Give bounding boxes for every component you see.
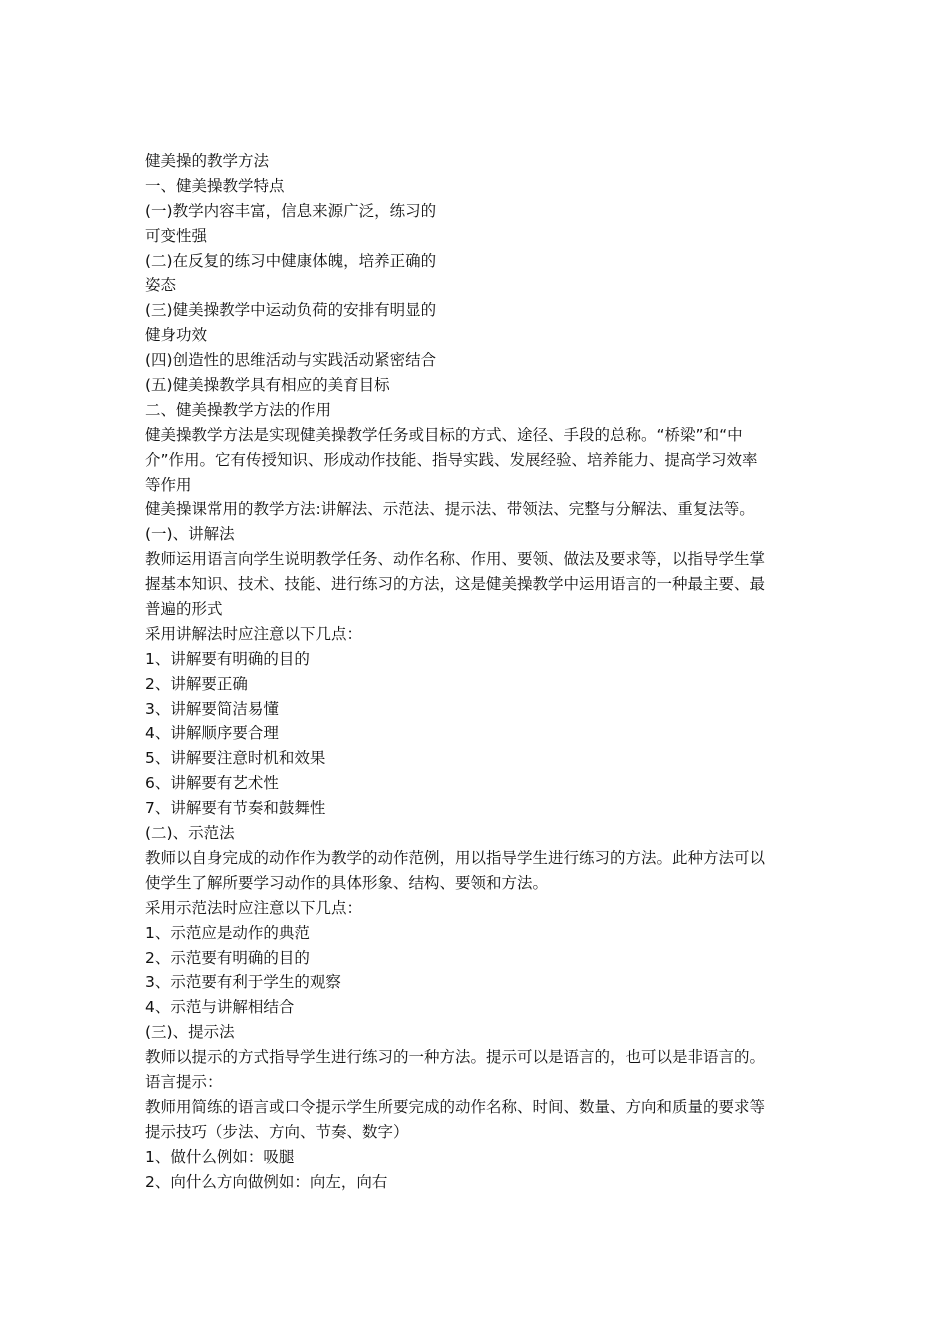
subsection-heading: (一)、讲解法 xyxy=(145,525,235,544)
list-item: 3、讲解要简洁易懂 xyxy=(145,699,279,718)
list-item: 6、讲解要有艺术性 xyxy=(145,774,279,793)
list-item: 2、向什么方向做例如：向左，向右 xyxy=(145,1172,388,1191)
text-line: (一)教学内容丰富，信息来源广泛，练习的 xyxy=(145,201,437,220)
section-heading: 二、健美操教学方法的作用 xyxy=(145,400,332,419)
text-line: 教师以提示的方式指导学生进行练习的一种方法。提示可以是语言的，也可以是非语言的。 xyxy=(145,1048,766,1067)
text-line: 等作用 xyxy=(145,475,192,494)
list-item: 1、示范应是动作的典范 xyxy=(145,923,310,942)
text-line: 提示技巧（步法、方向、节奏、数字） xyxy=(145,1122,409,1141)
list-item: 2、讲解要正确 xyxy=(145,674,248,693)
text-line: 教师以自身完成的动作作为教学的动作范例，用以指导学生进行练习的方法。此种方法可以 xyxy=(145,848,766,867)
text-line: 可变性强 xyxy=(145,226,208,245)
list-item: 4、讲解顺序要合理 xyxy=(145,724,279,743)
list-item: 4、示范与讲解相结合 xyxy=(145,998,295,1017)
text-line: 普遍的形式 xyxy=(145,600,223,619)
list-item: 7、讲解要有节奏和鼓舞性 xyxy=(145,799,326,818)
subsection-heading: (三)、提示法 xyxy=(145,1023,235,1042)
text-line: (二)在反复的练习中健康体魄，培养正确的 xyxy=(145,251,437,270)
text-line: 健身功效 xyxy=(145,326,208,345)
list-item: 3、示范要有利于学生的观察 xyxy=(145,973,341,992)
text-line: 健美操课常用的教学方法:讲解法、示范法、提示法、带领法、完整与分解法、重复法等。 xyxy=(145,500,755,519)
text-line: 语言提示： xyxy=(145,1072,223,1091)
text-line: 握基本知识、技术、技能、进行练习的方法，这是健美操教学中运用语言的一种最主要、最 xyxy=(145,575,766,594)
text-line: 使学生了解所要学习动作的具体形象、结构、要领和方法。 xyxy=(145,873,549,892)
list-item: 1、做什么例如：吸腿 xyxy=(145,1147,295,1166)
document-body xyxy=(145,149,825,1194)
list-item: 2、示范要有明确的目的 xyxy=(145,948,310,967)
text-line: 教师用简练的语言或口令提示学生所要完成的动作名称、时间、数量、方向和质量的要求等 xyxy=(145,1097,766,1116)
text-line: 姿态 xyxy=(145,276,177,295)
text-line: (五)健美操教学具有相应的美育目标 xyxy=(145,376,390,395)
text-line: 介”作用。它有传授知识、形成动作技能、指导实践、发展经验、培养能力、提高学习效率 xyxy=(145,450,758,469)
doc-title: 健美操的教学方法 xyxy=(145,152,270,170)
text-line: 采用示范法时应注意以下几点： xyxy=(145,898,363,917)
text-line: (四)创造性的思维活动与实践活动紧密结合 xyxy=(145,351,437,370)
list-item: 1、讲解要有明确的目的 xyxy=(145,649,310,668)
text-line: 教师运用语言向学生说明教学任务、动作名称、作用、要领、做法及要求等，以指导学生掌 xyxy=(145,550,766,569)
list-item: 5、讲解要注意时机和效果 xyxy=(145,749,326,768)
text-line: 采用讲解法时应注意以下几点： xyxy=(145,624,363,643)
subsection-heading: (二)、示范法 xyxy=(145,824,235,843)
section-heading: 一、健美操教学特点 xyxy=(145,176,285,195)
text-line: 健美操教学方法是实现健美操教学任务或目标的方式、途径、手段的总称。“桥梁”和“中 xyxy=(145,425,743,444)
text-line: (三)健美操教学中运动负荷的安排有明显的 xyxy=(145,301,437,320)
